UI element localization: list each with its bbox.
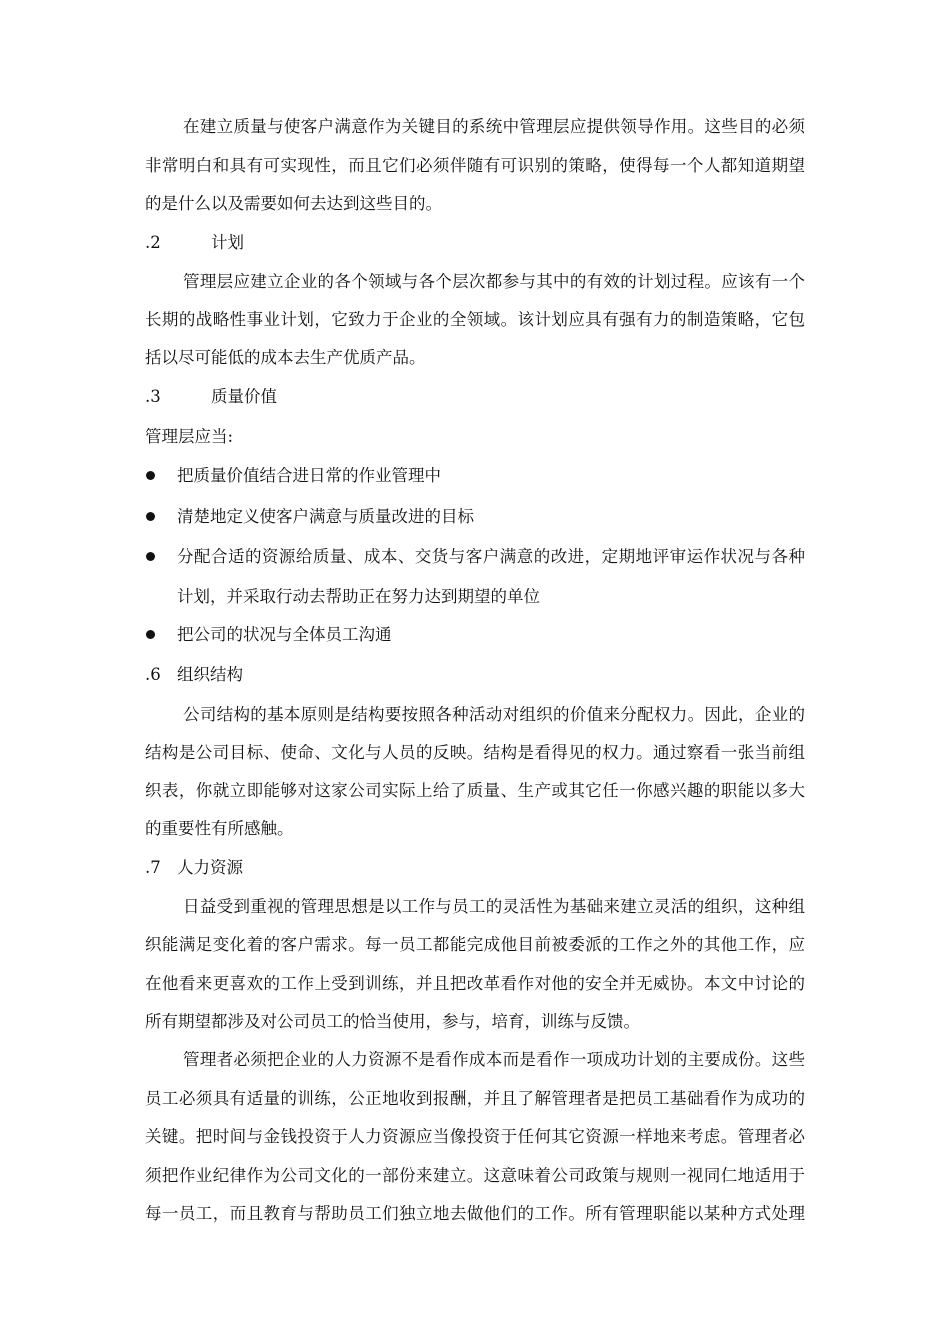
hr-p2-line-5: 每一员工，而且教育与帮助员工们独立地去做他们的工作。所有管理职能以某种方式处理	[145, 1204, 805, 1223]
bullet-dot	[146, 630, 155, 639]
section-heading-hr	[145, 858, 243, 878]
hr-p1-line-2: 织能满足变化着的客户需求。每一员工都能完成他目前被委派的工作之外的其他工作，应	[145, 935, 805, 954]
section-heading-plan	[145, 233, 244, 253]
hr-p1-line-3: 在他看来更喜欢的工作上受到训练，并且把改革看作对他的安全并无威协。本文中讨论的	[145, 974, 805, 993]
bullet-item-4: 把公司的状况与全体员工沟通	[177, 625, 392, 644]
org-line-4: 的重要性有所感触。	[145, 819, 294, 838]
org-line-3: 织表，你就立即能够对这家公司实际上给了质量、生产或其它任一你感兴趣的职能以多大	[145, 781, 805, 800]
section-heading-quality	[145, 387, 277, 407]
section-heading-org	[145, 665, 243, 685]
hr-p1-line-4: 所有期望都涉及对公司员工的恰当使用，参与，培育，训练与反馈。	[145, 1012, 640, 1031]
bullet-dot	[146, 552, 155, 561]
hr-p2-line-3: 关键。把时间与金钱投资于人力资源应当像投资于任何其它资源一样地来考虑。管理者必	[145, 1127, 805, 1146]
intro-line-1: 在建立质量与使客户满意作为关键目的系统中管理层应提供领导作用。这些目的必须	[183, 117, 805, 136]
plan-line-2: 长期的战略性事业计划，它致力于企业的全领域。该计划应具有强有力的制造策略，它包	[145, 310, 805, 329]
bullet-item-3-line-2: 计划，并采取行动去帮助正在努力达到期望的单位	[177, 587, 540, 606]
hr-p2-line-1: 管理者必须把企业的人力资源不是看作成本而是看作一项成功计划的主要成份。这些	[183, 1050, 805, 1069]
bullet-dot	[146, 471, 155, 480]
org-line-1: 公司结构的基本原则是结构要按照各种活动对组织的价值来分配权力。因此，企业的	[183, 705, 805, 724]
org-line-2: 结构是公司目标、使命、文化与人员的反映。结构是看得见的权力。通过察看一张当前组	[145, 743, 805, 762]
hr-p2-line-2: 员工必须具有适量的训练，公正地收到报酬，并且了解管理者是把员工基础看作为成功的	[145, 1089, 805, 1108]
intro-line-2: 非常明白和具有可实现性，而且它们必须伴随有可识别的策略，使得每一个人都知道期望	[145, 156, 805, 175]
quality-lead: 管理层应当:	[145, 427, 234, 446]
section-title: 组织结构	[177, 665, 243, 684]
plan-line-3: 括以尽可能低的成本去生产优质产品。	[145, 348, 426, 367]
section-number: .3	[145, 387, 161, 406]
hr-p1-line-1: 日益受到重视的管理思想是以工作与员工的灵活性为基础来建立灵活的组织，这种组	[183, 897, 805, 916]
bullet-item-2: 清楚地定义使客户满意与质量改进的目标	[177, 507, 474, 526]
bullet-item-3-line-1: 分配合适的资源给质量、成本、交货与客户满意的改进，定期地评审运作状况与各种	[177, 547, 805, 566]
bullet-item-1: 把质量价值结合进日常的作业管理中	[177, 466, 441, 485]
section-title: 质量价值	[211, 387, 277, 406]
plan-line-1: 管理层应建立企业的各个领域与各个层次都参与其中的有效的计划过程。应该有一个	[183, 272, 805, 291]
bullet-dot	[146, 512, 155, 521]
section-number: .7	[145, 858, 161, 877]
section-title: 人力资源	[177, 858, 243, 877]
intro-line-3: 的是什么以及需要如何去达到这些目的。	[145, 194, 442, 213]
hr-p2-line-4: 须把作业纪律作为公司文化的一部份来建立。这意味着公司政策与规则一视同仁地适用于	[145, 1166, 805, 1185]
section-number: .6	[145, 665, 161, 684]
section-number: .2	[145, 233, 161, 252]
section-title: 计划	[211, 233, 244, 252]
